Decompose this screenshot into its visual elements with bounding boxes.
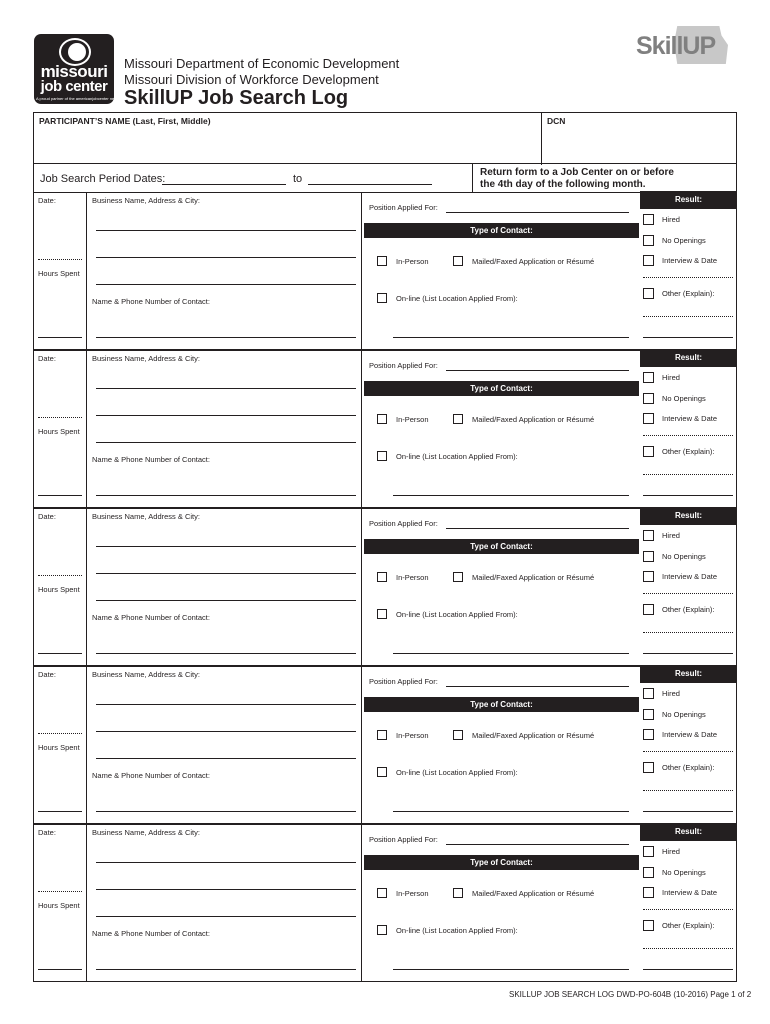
interview-checkbox[interactable] <box>643 413 654 424</box>
no-openings-checkbox[interactable] <box>643 867 654 878</box>
type-of-contact-header: Type of Contact: <box>364 223 639 238</box>
hired-label: Hired <box>662 531 680 540</box>
in-person-label: In-Person <box>396 573 429 582</box>
in-person-label: In-Person <box>396 731 429 740</box>
other-explain-field[interactable] <box>643 495 733 496</box>
result-header: Result: <box>640 191 737 209</box>
entry-divider <box>361 667 362 823</box>
business-field-line[interactable] <box>96 573 356 574</box>
page-title: SkillUP Job Search Log <box>124 87 349 109</box>
mailed-label: Mailed/Faxed Application or Résumé <box>472 889 595 898</box>
interview-checkbox[interactable] <box>643 729 654 740</box>
hired-checkbox[interactable] <box>643 214 654 225</box>
contact-name-label: Name & Phone Number of Contact: <box>92 613 210 622</box>
online-checkbox[interactable] <box>377 293 387 303</box>
contact-name-label: Name & Phone Number of Contact: <box>92 771 210 780</box>
entry-divider <box>86 509 87 665</box>
no-openings-label: No Openings <box>662 868 706 877</box>
business-field-line[interactable] <box>96 758 356 759</box>
return-instruction-line1: Return form to a Job Center on or before <box>480 167 674 178</box>
contact-name-field[interactable] <box>96 811 356 812</box>
business-field-line[interactable] <box>96 731 356 732</box>
hours-spent-label: Hours Spent <box>38 427 80 436</box>
dcn-label: DCN <box>547 116 566 126</box>
business-label: Business Name, Address & City: <box>92 196 200 205</box>
other-checkbox[interactable] <box>643 920 654 931</box>
interview-label: Interview & Date <box>662 256 718 265</box>
business-field-line[interactable] <box>96 704 356 705</box>
date-field[interactable] <box>38 575 82 576</box>
contact-name-field[interactable] <box>96 969 356 970</box>
position-field[interactable] <box>446 370 629 371</box>
hours-spent-field[interactable] <box>38 969 82 970</box>
other-label: Other (Explain): <box>662 289 715 298</box>
period-divider <box>472 164 473 192</box>
logo-emblem-dot-icon <box>68 43 86 61</box>
missouri-job-center-logo <box>34 34 124 104</box>
participant-name-label: PARTICIPANT’S NAME (Last, First, Middle) <box>39 116 211 126</box>
business-field-line[interactable] <box>96 257 356 258</box>
online-label: On-line (List Location Applied From): <box>396 926 518 935</box>
form-header <box>0 0 770 112</box>
type-of-contact-header: Type of Contact: <box>364 855 639 870</box>
interview-date-field[interactable] <box>643 593 733 594</box>
other-label: Other (Explain): <box>662 605 715 614</box>
business-label: Business Name, Address & City: <box>92 828 200 837</box>
hired-checkbox[interactable] <box>643 846 654 857</box>
hired-label: Hired <box>662 373 680 382</box>
mailed-checkbox[interactable] <box>453 572 463 582</box>
type-of-contact-header: Type of Contact: <box>364 697 639 712</box>
business-field-line[interactable] <box>96 546 356 547</box>
date-field[interactable] <box>38 417 82 418</box>
mailed-checkbox[interactable] <box>453 730 463 740</box>
in-person-label: In-Person <box>396 889 429 898</box>
skillup-logo-text: SkillUP <box>636 32 716 60</box>
other-explain-field[interactable] <box>643 337 733 338</box>
online-location-field[interactable] <box>393 495 629 496</box>
other-explain-field[interactable] <box>643 316 733 317</box>
hired-checkbox[interactable] <box>643 530 654 541</box>
interview-date-field[interactable] <box>643 909 733 910</box>
position-label: Position Applied For: <box>369 677 438 686</box>
date-label: Date: <box>38 196 56 205</box>
interview-label: Interview & Date <box>662 730 718 739</box>
online-label: On-line (List Location Applied From): <box>396 294 518 303</box>
participant-divider <box>541 113 542 165</box>
entry-divider <box>361 825 362 981</box>
logo-line2: job center <box>40 78 108 95</box>
other-label: Other (Explain): <box>662 763 715 772</box>
interview-checkbox[interactable] <box>643 571 654 582</box>
form-footer: SKILLUP JOB SEARCH LOG DWD-PO-604B (10-2016) Page 1 of 2 <box>509 990 752 999</box>
mailed-label: Mailed/Faxed Application or Résumé <box>472 731 595 740</box>
result-header: Result: <box>640 823 737 841</box>
hours-spent-field[interactable] <box>38 653 82 654</box>
job-search-entry <box>33 192 737 350</box>
in-person-checkbox[interactable] <box>377 572 387 582</box>
other-checkbox[interactable] <box>643 446 654 457</box>
online-label: On-line (List Location Applied From): <box>396 768 518 777</box>
online-label: On-line (List Location Applied From): <box>396 452 518 461</box>
interview-label: Interview & Date <box>662 572 718 581</box>
entry-divider <box>86 667 87 823</box>
entry-divider <box>361 193 362 349</box>
date-label: Date: <box>38 512 56 521</box>
business-label: Business Name, Address & City: <box>92 512 200 521</box>
date-field[interactable] <box>38 259 82 260</box>
participant-box <box>33 112 737 164</box>
online-checkbox[interactable] <box>377 767 387 777</box>
interview-checkbox[interactable] <box>643 887 654 898</box>
agency-division: Missouri Division of Workforce Development <box>124 72 379 87</box>
contact-name-label: Name & Phone Number of Contact: <box>92 455 210 464</box>
online-checkbox[interactable] <box>377 609 387 619</box>
hired-label: Hired <box>662 847 680 856</box>
period-to-label: to <box>293 173 303 185</box>
mailed-checkbox[interactable] <box>453 888 463 898</box>
business-field-line[interactable] <box>96 600 356 601</box>
other-explain-field[interactable] <box>643 969 733 970</box>
job-search-entry <box>33 824 737 982</box>
no-openings-checkbox[interactable] <box>643 235 654 246</box>
job-search-entry <box>33 666 737 824</box>
job-search-entry <box>33 508 737 666</box>
other-checkbox[interactable] <box>643 762 654 773</box>
mailed-checkbox[interactable] <box>453 256 463 266</box>
no-openings-checkbox[interactable] <box>643 709 654 720</box>
hours-spent-field[interactable] <box>38 337 82 338</box>
contact-name-label: Name & Phone Number of Contact: <box>92 297 210 306</box>
entry-divider <box>86 351 87 507</box>
business-label: Business Name, Address & City: <box>92 354 200 363</box>
interview-date-field[interactable] <box>643 277 733 278</box>
date-label: Date: <box>38 354 56 363</box>
entry-divider <box>361 509 362 665</box>
interview-label: Interview & Date <box>662 414 718 423</box>
in-person-checkbox[interactable] <box>377 888 387 898</box>
other-checkbox[interactable] <box>643 288 654 299</box>
other-explain-field[interactable] <box>643 948 733 949</box>
result-header: Result: <box>640 665 737 683</box>
position-field[interactable] <box>446 212 629 213</box>
date-field[interactable] <box>38 891 82 892</box>
online-location-field[interactable] <box>393 811 629 812</box>
other-explain-field[interactable] <box>643 790 733 791</box>
interview-date-field[interactable] <box>643 435 733 436</box>
date-field[interactable] <box>38 733 82 734</box>
hours-spent-field[interactable] <box>38 495 82 496</box>
position-label: Position Applied For: <box>369 519 438 528</box>
hours-spent-label: Hours Spent <box>38 585 80 594</box>
business-label: Business Name, Address & City: <box>92 670 200 679</box>
other-explain-field[interactable] <box>643 811 733 812</box>
search-period-label: Job Search Period Dates: <box>40 173 166 185</box>
no-openings-checkbox[interactable] <box>643 393 654 404</box>
no-openings-label: No Openings <box>662 710 706 719</box>
contact-name-field[interactable] <box>96 495 356 496</box>
position-field[interactable] <box>446 686 629 687</box>
contact-name-field[interactable] <box>96 337 356 338</box>
interview-label: Interview & Date <box>662 888 718 897</box>
contact-name-field[interactable] <box>96 653 356 654</box>
entry-divider <box>86 825 87 981</box>
entry-divider <box>86 193 87 349</box>
agency-department: Missouri Department of Economic Development <box>124 56 400 71</box>
position-field[interactable] <box>446 528 629 529</box>
business-field-line[interactable] <box>96 284 356 285</box>
other-explain-field[interactable] <box>643 632 733 633</box>
no-openings-label: No Openings <box>662 394 706 403</box>
business-field-line[interactable] <box>96 889 356 890</box>
return-instruction-line2: the 4th day of the following month. <box>480 179 646 190</box>
date-label: Date: <box>38 828 56 837</box>
hired-checkbox[interactable] <box>643 372 654 383</box>
business-field-line[interactable] <box>96 862 356 863</box>
position-label: Position Applied For: <box>369 203 438 212</box>
logo-line1: missouri <box>40 62 108 81</box>
hours-spent-label: Hours Spent <box>38 901 80 910</box>
date-label: Date: <box>38 670 56 679</box>
position-label: Position Applied For: <box>369 361 438 370</box>
business-field-line[interactable] <box>96 916 356 917</box>
business-field-line[interactable] <box>96 415 356 416</box>
other-checkbox[interactable] <box>643 604 654 615</box>
hours-spent-label: Hours Spent <box>38 269 80 278</box>
mailed-checkbox[interactable] <box>453 414 463 424</box>
business-field-line[interactable] <box>96 388 356 389</box>
contact-name-label: Name & Phone Number of Contact: <box>92 929 210 938</box>
entry-divider <box>361 351 362 507</box>
other-explain-field[interactable] <box>643 474 733 475</box>
hired-label: Hired <box>662 689 680 698</box>
position-label: Position Applied For: <box>369 835 438 844</box>
mailed-label: Mailed/Faxed Application or Résumé <box>472 415 595 424</box>
hours-spent-field[interactable] <box>38 811 82 812</box>
interview-checkbox[interactable] <box>643 255 654 266</box>
in-person-checkbox[interactable] <box>377 256 387 266</box>
period-start-field[interactable] <box>162 184 286 185</box>
online-location-field[interactable] <box>393 337 629 338</box>
skillup-logo <box>636 26 732 66</box>
mailed-label: Mailed/Faxed Application or Résumé <box>472 257 595 266</box>
interview-date-field[interactable] <box>643 751 733 752</box>
hours-spent-label: Hours Spent <box>38 743 80 752</box>
result-header: Result: <box>640 507 737 525</box>
logo-tagline: A proud partner of the americanjobcenter network <box>36 96 124 101</box>
search-period-row <box>33 164 737 192</box>
job-search-entry <box>33 350 737 508</box>
in-person-checkbox[interactable] <box>377 414 387 424</box>
result-header: Result: <box>640 349 737 367</box>
in-person-label: In-Person <box>396 415 429 424</box>
other-label: Other (Explain): <box>662 447 715 456</box>
hired-label: Hired <box>662 215 680 224</box>
in-person-checkbox[interactable] <box>377 730 387 740</box>
business-field-line[interactable] <box>96 230 356 231</box>
period-end-field[interactable] <box>308 184 432 185</box>
hired-checkbox[interactable] <box>643 688 654 699</box>
other-explain-field[interactable] <box>643 653 733 654</box>
no-openings-checkbox[interactable] <box>643 551 654 562</box>
type-of-contact-header: Type of Contact: <box>364 381 639 396</box>
no-openings-label: No Openings <box>662 236 706 245</box>
type-of-contact-header: Type of Contact: <box>364 539 639 554</box>
online-label: On-line (List Location Applied From): <box>396 610 518 619</box>
position-field[interactable] <box>446 844 629 845</box>
other-label: Other (Explain): <box>662 921 715 930</box>
in-person-label: In-Person <box>396 257 429 266</box>
business-field-line[interactable] <box>96 442 356 443</box>
online-location-field[interactable] <box>393 653 629 654</box>
online-location-field[interactable] <box>393 969 629 970</box>
online-checkbox[interactable] <box>377 925 387 935</box>
online-checkbox[interactable] <box>377 451 387 461</box>
no-openings-label: No Openings <box>662 552 706 561</box>
mailed-label: Mailed/Faxed Application or Résumé <box>472 573 595 582</box>
